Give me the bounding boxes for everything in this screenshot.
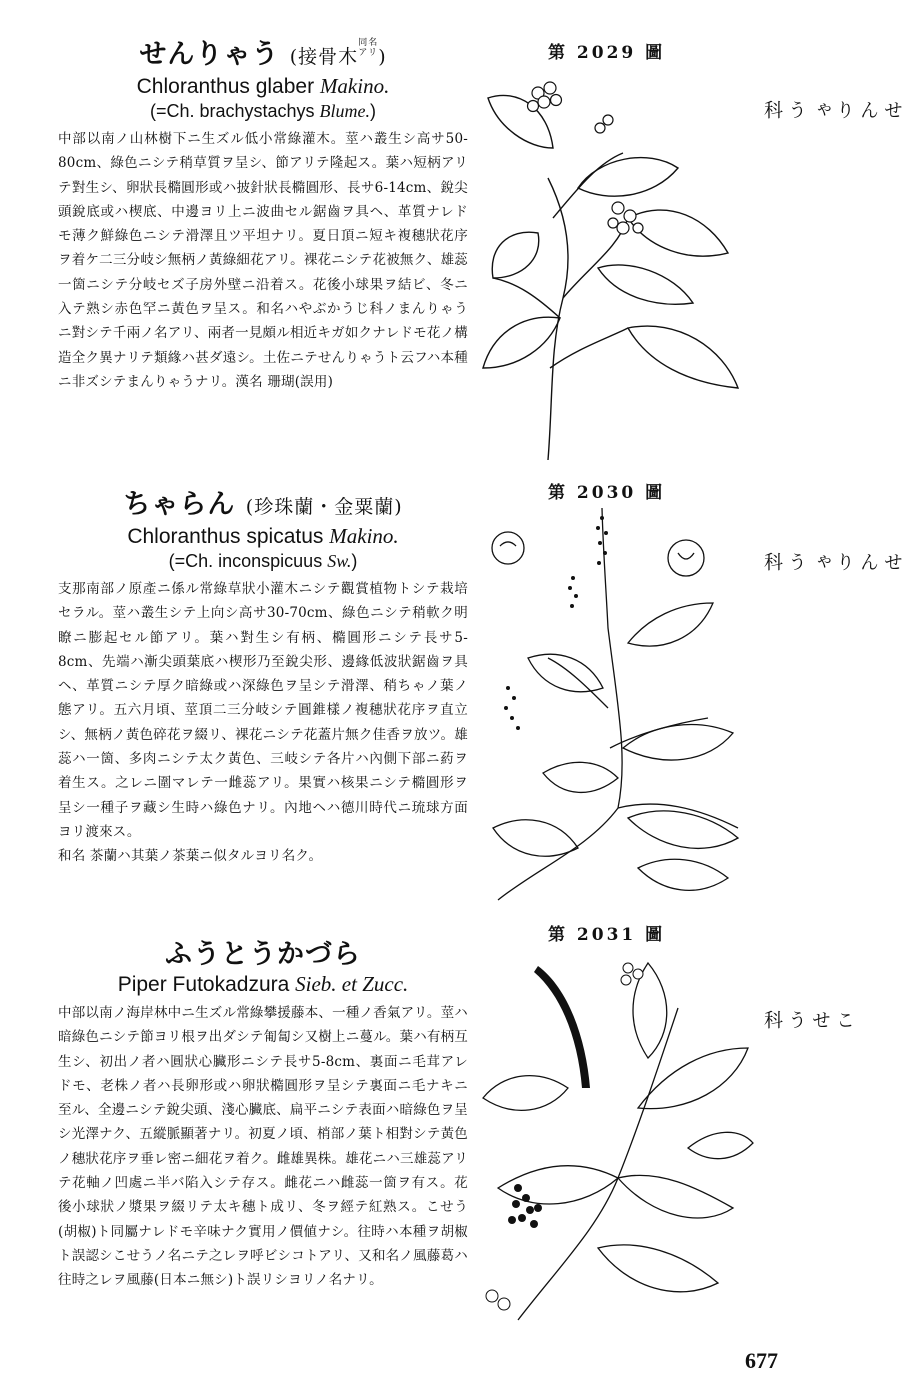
- japanese-title: [58, 38, 468, 74]
- family-label: こせう科: [761, 1010, 855, 1032]
- name-note: 和名 茶蘭ハ其葉ノ茶葉ニ似タルヨリ名ク。: [58, 848, 323, 865]
- scientific-name: Chloranthus glaber Makino.: [136, 74, 390, 98]
- family-label: せんりゃう科: [761, 100, 903, 122]
- figure-label: 第 2031 圖: [548, 925, 666, 945]
- family-label: せんりゃう科: [761, 552, 903, 574]
- description: 支那南部ノ原產ニ係ル常綠草狀小灌木ニシテ觀賞植物トシテ栽培セラル。莖ハ叢生シテ上向シ高サ30-70cm、綠色ニシテ稍軟ク明瞭ニ膨起セル節アリ。葉ハ對生シ有柄、橢圓形ニシテ長サ5-8cm、先端ハ漸尖頭葉底ハ楔形乃至銳尖形、邊緣低波狀鋸齒ヲ具ヘ、革質ニシテ厚ク暗綠或ハ深綠色ヲ呈シテ滑澤、稍ちゃノ葉ノ態アリ。五六月頃、莖頂二三分岐シテ圓錐樣ノ複穗狀花序ヲ直立シ、無柄ノ黃色碎花ヲ綴リ、裸花ニシテ花蓋片無ク佳香ヲ放ツ。雄蕊ハ一箇、多肉ニシテ太ク黃色、三岐シテ各片ハ內側下部ニ葯ヲ着生ス。之レニ圍マレテ一雌蕊アリ。果實ハ核果ニシテ橢圓形ヲ呈シ一種子ヲ藏シ生時ハ綠色ナリ。內地ヘハ德川時代ニ琉球方面ヨリ渡來ス。: [58, 581, 468, 840]
- description: 中部以南ノ海岸林中ニ生ズル常綠攀援藤本、一種ノ香氣アリ。莖ハ暗綠色ニシテ節ヨリ根ヲ出ダシテ匍匐シ又樹上ニ蔓ル。葉ハ有柄互生シ、初出ノ者ハ圓狀心臟形ニシテ長サ5-8cm、裏面ニ毛茸アレドモ、老株ノ者ハ長卵形或ハ卵狀橢圓形ヲ呈シテ裏面ニ毛ナキニ至ル、全邊ニシテ銳尖頭、淺心臟底、扁平ニシテ表面ハ暗綠色ヲ呈シ光澤ナク、五縱脈顯著ナリ。初夏ノ頃、梢部ノ葉ト相對シテ黃色ノ穗狀花序ヲ垂レ密ニ細花ヲ着ク。雌雄異株。雄花ニハ三雄蕊アリテ花軸ノ凹處ニ半バ陷入シテ存ス。雌花ニハ雌蕊一箇ヲ有ス。花後小球狀ノ漿果ヲ綴リテ太キ穗ト成リ、冬ヲ經テ紅熟ス。こせう(胡椒)ト同屬ナレドモ辛味ナク實用ノ價値ナシ。往時ハ本種ヲ胡椒ト誤認シこせうノ名ニテ之レヲ呼ビシコトアリ、又和名ノ風藤葛ハ往時之レヲ風藤(日本ニ無シ)ト誤リシヨリノ名ナリ。: [58, 1005, 468, 1289]
- japanese-title: [58, 488, 468, 524]
- entry-text: [58, 38, 468, 394]
- synonym: (=Ch. brachystachys Blume.): [149, 101, 377, 121]
- alias-note: 同名 アリ: [358, 38, 379, 58]
- description: 中部以南ノ山林樹下ニ生ズル低小常綠灌木。莖ハ叢生シ高サ50-80cm、綠色ニシテ稍草質ヲ呈シ、節アリテ隆起ス。葉ハ短柄アリテ對生シ、卵狀長橢圓形或ハ披針狀長橢圓形、長サ6-14cm、銳尖頭銳底或ハ楔底、中邊ヨリ上ニ波曲セル鋸齒ヲ具ヘ、革質ナレドモ薄ク鮮綠色ニシテ滑澤且ツ平坦ナリ。夏日頂ニ短キ複穗狀花序ヲ着ケ二三分岐シ無柄ノ黃綠細花アリ。裸花ニシテ花被無ク、雄蕊一箇ニシテ分岐セズ子房外壁ニ沿着ス。花後小球果ヲ結ビ、冬ニ入テ熟シ赤色罕ニ黃色ヲ呈ス。和名ハやぶかうじ科ノまんりゃうニ對シテ千兩ノ名アリ、兩者一見頗ル相近キガ如クナレドモ花ノ構造全ク異ナリテ類緣ハ甚ダ遠シ。土佐ニテせんりゃうト云フハ本種ニ非ズシテまんりゃうナリ。漢名 珊瑚(誤用): [58, 131, 468, 390]
- alias-name: (珍珠蘭・金粟蘭): [245, 496, 403, 518]
- plant-illustration-senryou: [478, 68, 748, 460]
- japanese-name: ちゃらん: [123, 489, 236, 520]
- page-number: 677: [745, 1348, 778, 1373]
- entry-text: [58, 938, 468, 1293]
- alias-name: (接骨木同名 アリ): [289, 38, 387, 68]
- synonym: (=Ch. inconspicuus Sw.): [168, 551, 358, 571]
- entry-text: [58, 488, 468, 869]
- japanese-title: ふうとうかづら: [165, 939, 361, 970]
- figure-label: 第 2030 圖: [548, 483, 666, 503]
- scientific-name: Piper Futokadzura Sieb. et Zucc.: [117, 972, 409, 996]
- japanese-name: せんりゃう: [139, 39, 280, 70]
- scientific-name: Chloranthus spicatus Makino.: [127, 524, 399, 548]
- plant-illustration-chiran: [478, 508, 748, 900]
- figure-label: 第 2029 圖: [548, 43, 666, 63]
- plant-illustration-futokadzura: [478, 948, 758, 1320]
